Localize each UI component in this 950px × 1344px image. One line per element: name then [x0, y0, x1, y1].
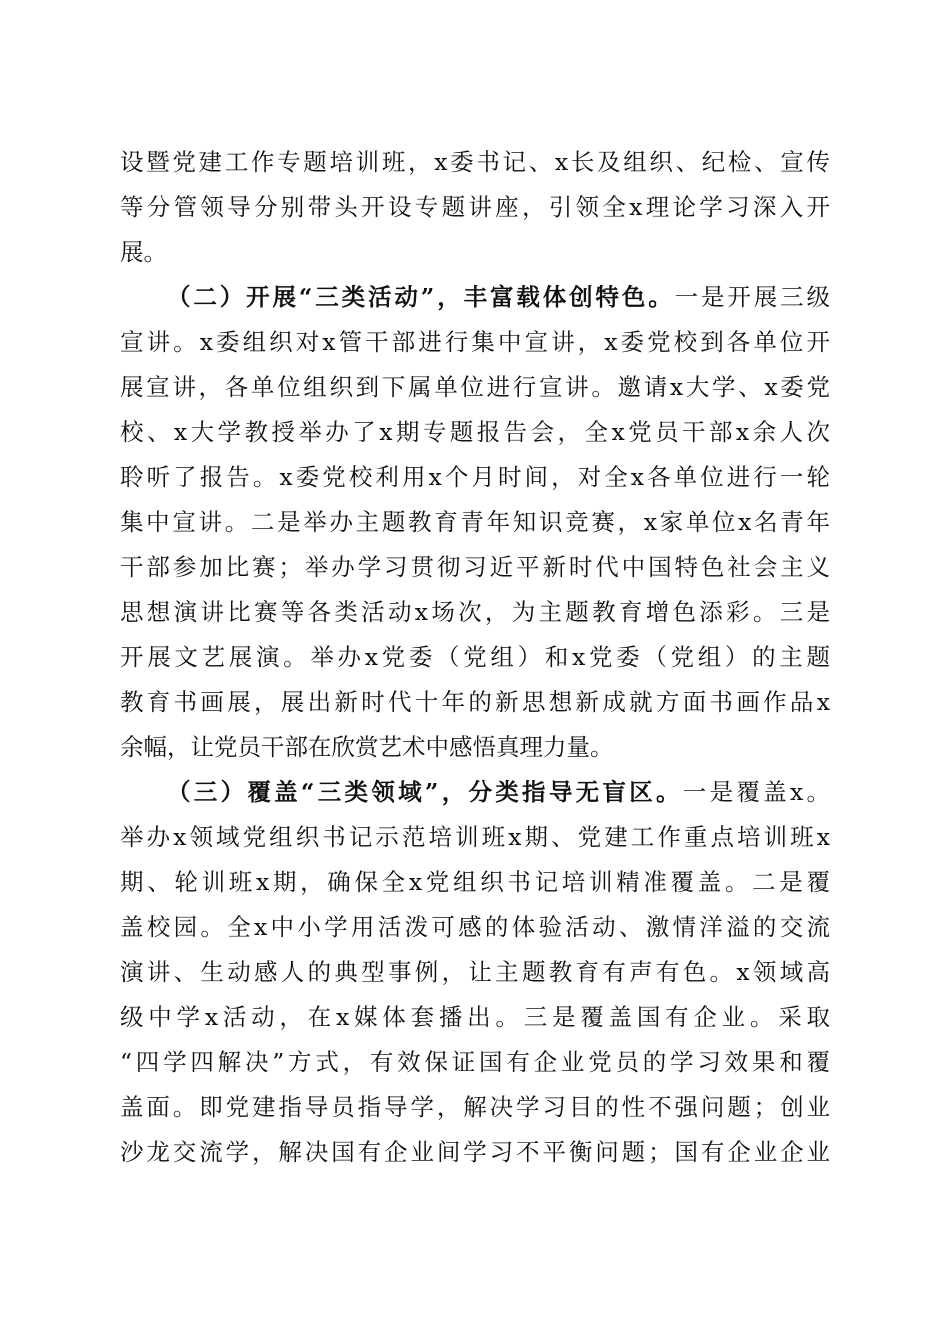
text-run: 一是覆盖x。: [682, 778, 830, 806]
text-line: 展宣讲，各单位组织到下属单位进行宣讲。邀请x大学、x委党: [120, 373, 830, 401]
text-line: 举办x领域党组织书记示范培训班x期、党建工作重点培训班x: [120, 823, 830, 851]
text-line: 演讲、生动感人的典型事例，让主题教育有声有色。x领域高: [120, 958, 830, 986]
paragraph-activities: [120, 275, 830, 770]
paragraph-coverage: [120, 770, 830, 1175]
paragraph-first-line: [120, 770, 830, 815]
text-line: 余幅，让党员干部在欣赏艺术中感悟真理力量。: [120, 733, 614, 761]
paragraph-continuation: [120, 140, 830, 275]
section-heading: （二）开展“三类活动”，丰富载体创特色。: [167, 283, 675, 311]
text-line: 级中学x活动，在x媒体套播出。三是覆盖国有企业。采取: [120, 1003, 830, 1031]
text-line: 设暨党建工作专题培训班，x委书记、x长及组织、纪检、宣传: [120, 148, 830, 176]
text-line: 期、轮训班x期，确保全x党组织书记培训精准覆盖。二是覆: [120, 868, 830, 896]
document-page: [120, 140, 830, 1175]
text-line: “四学四解决”方式，有效保证国有企业党员的学习效果和覆: [120, 1048, 830, 1076]
text-run: 一是开展三级: [674, 283, 831, 311]
text-line: 开展文艺展演。举办x党委（党组）和x党委（党组）的主题: [120, 643, 830, 671]
text-line: 教育书画展，展出新时代十年的新思想新成就方面书画作品x: [120, 688, 830, 716]
text-line: 盖面。即党建指导员指导学，解决学习目的性不强问题；创业: [120, 1093, 830, 1121]
section-heading: （三）覆盖“三类领域”，分类指导无盲区。: [167, 778, 683, 806]
text-line: 思想演讲比赛等各类活动x场次，为主题教育增色添彩。三是: [120, 598, 830, 626]
text-line: 盖校园。全x中小学用活泼可感的体验活动、激情洋溢的交流: [120, 913, 830, 941]
text-line: 校、x大学教授举办了x期专题报告会，全x党员干部x余人次: [120, 418, 830, 446]
text-line: 聆听了报告。x委党校利用x个月时间，对全x各单位进行一轮: [120, 463, 830, 491]
paragraph-first-line: [120, 275, 830, 320]
text-line: 展。: [120, 238, 167, 266]
text-line: 宣讲。x委组织对x管干部进行集中宣讲，x委党校到各单位开: [120, 328, 830, 356]
text-line: 沙龙交流学，解决国有企业间学习不平衡问题；国有企业企业: [120, 1138, 830, 1166]
text-line: 干部参加比赛；举办学习贯彻习近平新时代中国特色社会主义: [120, 553, 830, 581]
text-line: 等分管领导分别带头开设专题讲座，引领全x理论学习深入开: [120, 193, 830, 221]
text-line: 集中宣讲。二是举办主题教育青年知识竞赛，x家单位x名青年: [120, 508, 830, 536]
